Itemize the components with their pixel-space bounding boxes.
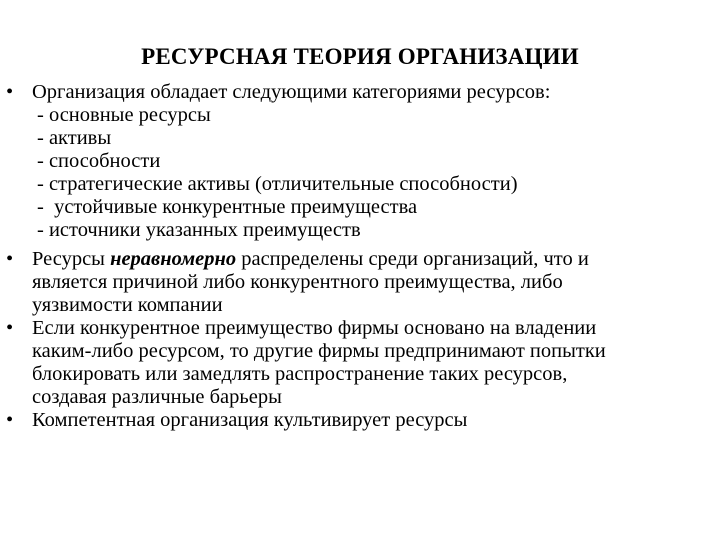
bullet-line: каким-либо ресурсом, то другие фирмы предпринимают попытки — [32, 340, 606, 362]
slide-title: РЕСУРСНАЯ ТЕОРИЯ ОРГАНИЗАЦИИ — [141, 44, 579, 69]
sub-item: - способности — [37, 150, 161, 172]
bullet-item-uneven-distribution — [6, 248, 714, 317]
emphasis-text: неравномерно — [110, 248, 237, 270]
sub-item: - источники указанных преимуществ — [37, 219, 361, 241]
sub-item: - стратегические активы (отличительные способности) — [37, 173, 518, 195]
bullet-line: Если конкурентное преимущество фирмы основано на владении — [32, 317, 597, 339]
bullet-line: создавая различные барьеры — [32, 386, 282, 408]
sub-item: - основные ресурсы — [37, 104, 211, 126]
bullet-icon: • — [6, 317, 14, 339]
slide-content — [6, 81, 714, 432]
bullet-icon: • — [6, 248, 14, 270]
bullet-item-competitive-advantage — [6, 317, 714, 409]
bullet-icon: • — [6, 81, 14, 103]
sub-item: - активы — [37, 127, 112, 149]
bullet-line — [32, 248, 714, 271]
bullet-item-resource-categories — [6, 81, 714, 104]
bullet-icon: • — [6, 409, 14, 431]
bullet-line: уязвимости компании — [32, 294, 223, 316]
bullet-text-pre: Ресурсы — [32, 248, 111, 270]
bullet-text: Организация обладает следующими категориями ресурсов: — [32, 81, 551, 103]
sub-item: - устойчивые конкурентные преимущества — [37, 196, 418, 218]
bullet-line: блокировать или замедлять распространение таких ресурсов, — [32, 363, 568, 385]
bullet-text-post: распределены среди организаций, что и — [236, 248, 589, 270]
bullet-line: является причиной либо конкурентного преимущества, либо — [32, 271, 563, 293]
bullet-text: Компетентная организация культивирует ресурсы — [32, 409, 468, 431]
bullet-item-competent-organization — [6, 409, 714, 432]
